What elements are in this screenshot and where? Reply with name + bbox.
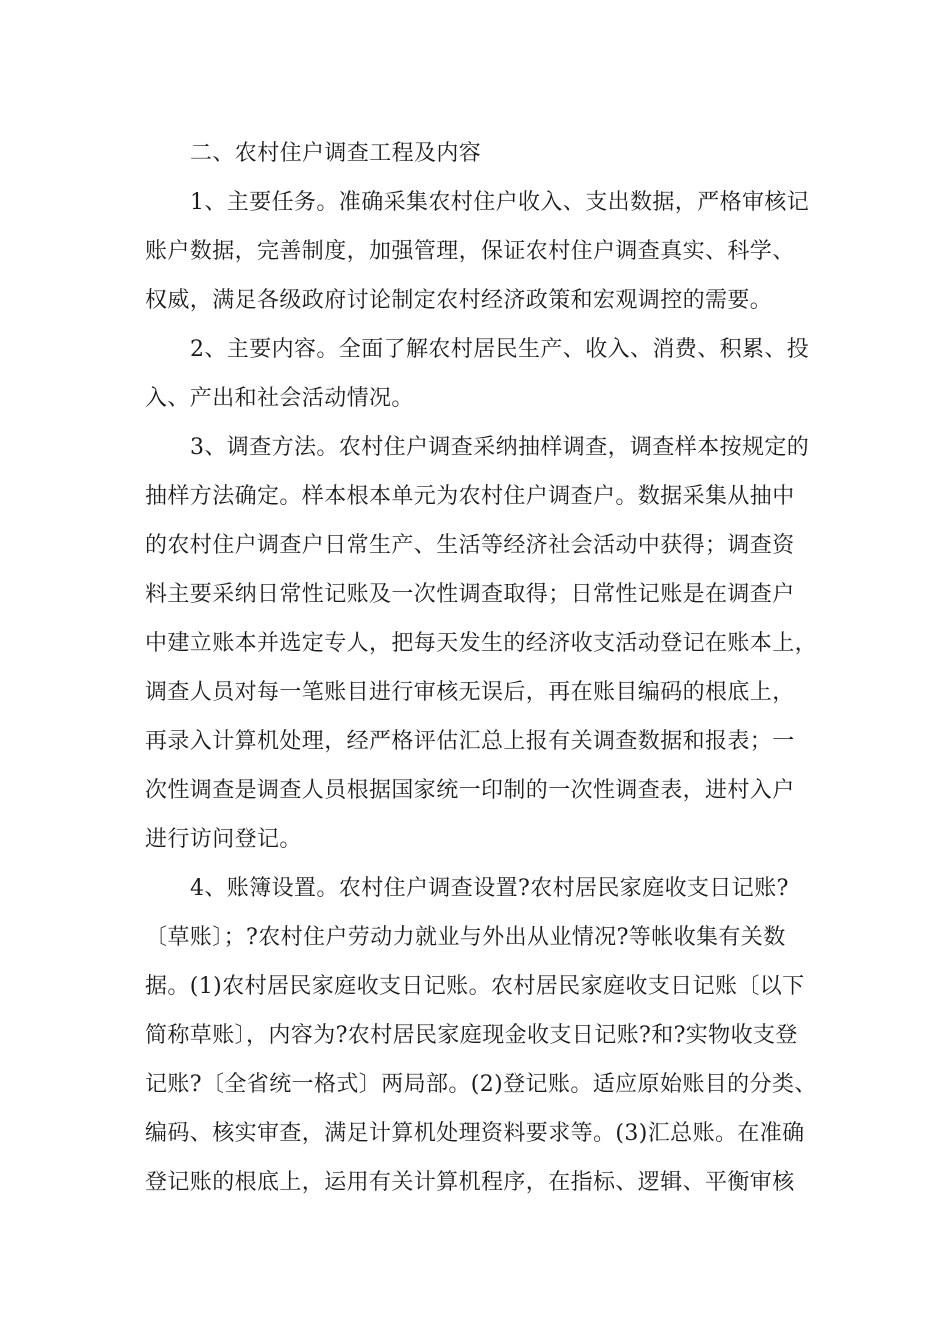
paragraph-line: 登记账的根底上，运用有关计算机程序，在指标、逻辑、平衡审核 (145, 1170, 795, 1195)
document-body (145, 129, 818, 1207)
paragraph-main-task (145, 178, 811, 325)
paragraph-line: 简称草账〕，内容为?农村居民家庭现金收支日记账?和?实物收支登 (145, 1023, 798, 1048)
paragraph-main-content (145, 325, 811, 423)
paragraph-account-books (145, 864, 817, 1207)
paragraph-line: 记账?〔全省统一格式〕两局部。(2)登记账。适应原始账目的分类、 (145, 1072, 817, 1097)
paragraph-line: 3、调查方法。农村住户调查采纳抽样调查，调查样本按规定的 (190, 435, 810, 460)
paragraph-line: 料主要采纳日常性记账及一次性调查取得；日常性记账是在调查户 (145, 582, 795, 607)
paragraph-line: 〔草账〕；?农村住户劳动力就业与外出从业情况?等帐收集有关数 (145, 925, 786, 950)
paragraph-line: 的农村住户调查户日常生产、生活等经济社会活动中获得；调查资 (145, 533, 795, 558)
paragraph-line: 4、账簿设置。农村住户调查设置?农村居民家庭收支日记账? (190, 876, 789, 901)
paragraph-line: 中建立账本并选定专人，把每天发生的经济收支活动登记在账本上， (145, 631, 818, 656)
paragraph-line: 1、主要任务。准确采集农村住户收入、支出数据，严格审核记 (190, 190, 810, 215)
paragraph-line: 次性调查是调查人员根据国家统一印制的一次性调查表，进村入户 (145, 778, 795, 803)
section-heading: 二、农村住户调查工程及内容 (190, 141, 482, 166)
paragraph-line: 抽样方法确定。样本根本单元为农村住户调查户。数据采集从抽中 (145, 484, 795, 509)
paragraph-line: 入、产出和社会活动情况。 (145, 386, 414, 411)
paragraph-line: 2、主要内容。全面了解农村居民生产、收入、消费、积累、投 (190, 337, 810, 362)
paragraph-survey-method (145, 423, 818, 864)
paragraph-line: 再录入计算机处理，经严格评估汇总上报有关调查数据和报表；一 (145, 729, 795, 754)
paragraph-line: 编码、核实审查，满足计算机处理资料要求等。(3)汇总账。在准确 (145, 1121, 805, 1146)
paragraph-line: 据。(1)农村居民家庭收支日记账。农村居民家庭收支日记账〔以下 (145, 974, 805, 999)
paragraph-line: 权威，满足各级政府讨论制定农村经济政策和宏观调控的需要。 (145, 288, 773, 313)
paragraph-line: 进行访问登记。 (145, 827, 302, 852)
paragraph-line: 调查人员对每一笔账目进行审核无误后，再在账目编码的根底上， (145, 680, 795, 705)
paragraph-line: 账户数据，完善制度，加强管理，保证农村住户调查真实、科学、 (145, 239, 795, 264)
